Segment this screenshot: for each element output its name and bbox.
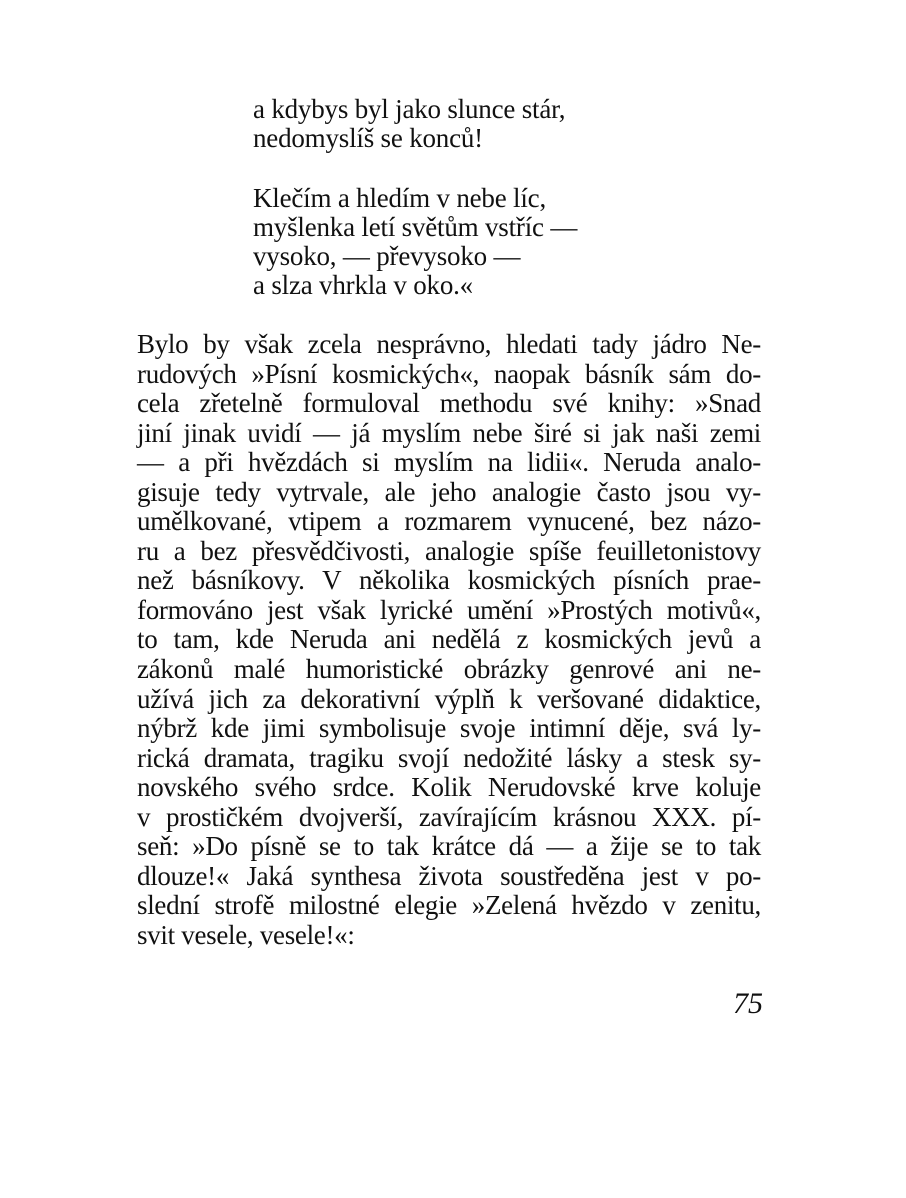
- verse-line: a kdybys byl jako slunce stár,: [253, 94, 566, 124]
- verse-line: myšlenka letí světům vstříc —: [253, 212, 578, 242]
- paragraph-line: novského svého srdce. Kolik Nerudovské krve koluje: [137, 772, 761, 803]
- verse-line: Klečím a hledím v nebe líc,: [253, 183, 546, 213]
- verse-line: nedomyslíš se konců!: [253, 123, 483, 153]
- paragraph-line: svit vesele, vesele!«:: [137, 919, 355, 950]
- poem-stanza-1: [253, 95, 673, 153]
- paragraph-line: to tam, kde Neruda ani nedělá z kosmických jevů a: [137, 624, 761, 655]
- paragraph-line: Bylo by však zcela nesprávno, hledati tady jádro Ne-: [137, 329, 761, 359]
- paragraph-line: zákonů malé humoristické obrázky genrové ani ne-: [137, 654, 761, 685]
- paragraph-line: než básníkovy. V několika kosmických písních prae-: [137, 565, 761, 596]
- paragraph-line: cela zřetelně formuloval methodu své knihy: »Snad: [137, 388, 761, 419]
- paragraph-line: gisuje tedy vytrvale, ale jeho analogie často jsou vy-: [137, 476, 761, 507]
- poem-stanza-2: [253, 184, 673, 300]
- body-paragraph: [137, 330, 761, 950]
- paragraph-line: dlouze!« Jaká synthesa života soustředěna jest v po-: [137, 860, 761, 891]
- paragraph-line: — a při hvězdách si myslím na lidii«. Neruda analo-: [137, 447, 761, 478]
- paragraph-line: rudových »Písní kosmických«, naopak básník sám do-: [137, 358, 761, 389]
- paragraph-line: seň: »Do písně se to tak krátce dá — a žije se to tak: [137, 831, 761, 862]
- verse-line: a slza vhrkla v oko.«: [253, 270, 473, 300]
- paragraph-line: jiní jinak uvidí — já myslím nebe širé si jak naši zemi: [137, 417, 761, 448]
- paragraph-line: ru a bez přesvědčivosti, analogie spíše feuilletonistovy: [137, 535, 761, 566]
- verse-line: vysoko, — převysoko —: [253, 241, 521, 271]
- paragraph-line: formováno jest však lyrické umění »Prostých motivů«,: [137, 594, 761, 625]
- page-number: 75: [733, 987, 763, 1020]
- paragraph-line: užívá jich za dekorativní výplň k veršované didaktice,: [137, 683, 761, 714]
- paragraph-line: v prostičkém dvojverší, zavírajícím krásnou XXX. pí-: [137, 801, 761, 832]
- paragraph-line: umělkované, vtipem a rozmarem vynucené, bez názo-: [137, 506, 761, 537]
- paragraph-line: nýbrž kde jimi symbolisuje svoje intimní děje, svá ly-: [137, 713, 761, 744]
- paragraph-line: slední strofě milostné elegie »Zelená hvězdo v zenitu,: [137, 890, 761, 921]
- paragraph-line: rická dramata, tragiku svojí nedožité lásky a stesk sy-: [137, 742, 761, 773]
